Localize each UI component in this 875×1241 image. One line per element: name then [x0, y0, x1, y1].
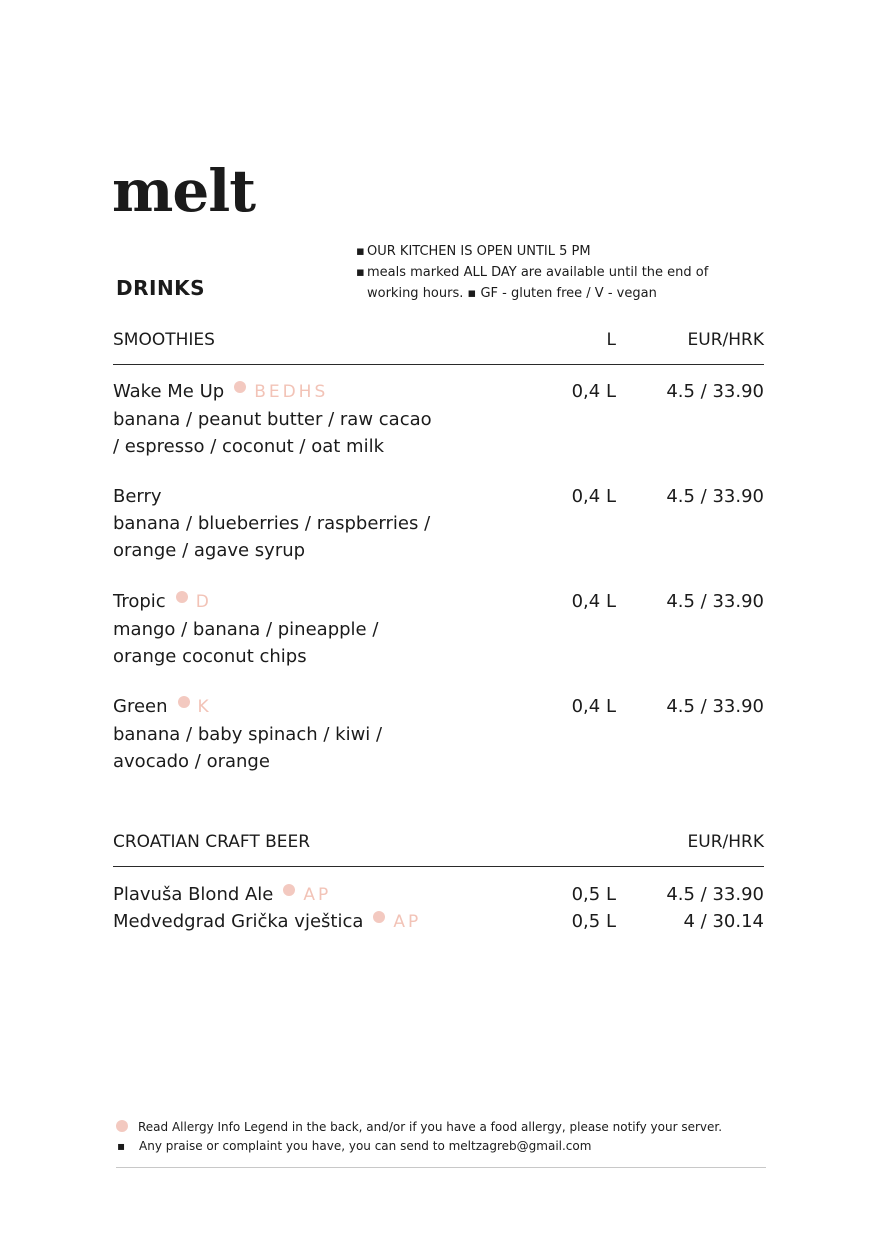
item-price: 4.5 / 33.90	[666, 486, 764, 507]
item-name: Green	[113, 696, 168, 717]
item-description: banana / blueberries / raspberries / orange / agave syrup	[113, 513, 431, 561]
price-column-header: EUR/HRK	[687, 832, 764, 852]
item-price: 4 / 30.14	[683, 911, 764, 932]
section-divider	[113, 866, 764, 867]
allergen-dot-icon	[373, 911, 385, 923]
section-title: SMOOTHIES	[113, 330, 215, 350]
item-price: 4.5 / 33.90	[666, 696, 764, 717]
feedback-note-text: Any praise or complaint you have, you can send to meltzagreb@gmail.com	[139, 1139, 592, 1153]
menu-item	[113, 588, 764, 670]
item-description: banana / peanut butter / raw cacao / espresso / coconut / oat milk	[113, 409, 432, 457]
bullet-icon: ▪	[356, 265, 365, 280]
smoothies-header	[113, 330, 764, 356]
allergen-dot-icon	[283, 884, 295, 896]
note-text: working hours. ▪ GF - gluten free / V - vegan	[367, 286, 657, 301]
item-name: Tropic	[113, 591, 166, 612]
menu-item	[113, 908, 764, 935]
item-allergens: AP	[303, 885, 332, 905]
item-name: Wake Me Up	[113, 381, 225, 402]
item-volume: 0,5 L	[571, 884, 616, 905]
bullet-icon: ▪	[356, 244, 365, 259]
item-price: 4.5 / 33.90	[666, 591, 764, 612]
item-volume: 0,4 L	[571, 591, 616, 612]
item-description: banana / baby spinach / kiwi / avocado / orange	[113, 724, 383, 772]
item-volume: 0,4 L	[571, 381, 616, 402]
allergen-dot-icon	[176, 591, 188, 603]
footer-divider	[116, 1167, 766, 1168]
item-price: 4.5 / 33.90	[666, 381, 764, 402]
beer-header	[113, 832, 764, 858]
item-volume: 0,5 L	[571, 911, 616, 932]
item-allergens: AP	[393, 912, 422, 932]
note-text: OUR KITCHEN IS OPEN UNTIL 5 PM	[367, 244, 591, 259]
menu-item	[113, 881, 764, 908]
logo: melt	[112, 157, 256, 225]
note-line	[356, 262, 708, 283]
note-line	[356, 241, 708, 262]
menu-item	[113, 483, 764, 564]
item-volume: 0,4 L	[571, 486, 616, 507]
allergy-note-text: Read Allergy Info Legend in the back, and/or if you have a food allergy, please notify your server.	[138, 1120, 723, 1134]
note-line	[356, 283, 708, 304]
item-name: Plavuša Blond Ale	[113, 884, 274, 905]
section-divider	[113, 364, 764, 365]
allergen-dot-icon	[178, 696, 190, 708]
item-allergens: D	[195, 592, 212, 612]
price-column-header: EUR/HRK	[687, 330, 764, 350]
bullet-icon: ▪	[117, 1139, 126, 1153]
allergy-note	[116, 1120, 722, 1134]
volume-column-header: L	[606, 330, 616, 350]
section-title: CROATIAN CRAFT BEER	[113, 832, 311, 852]
menu-item	[113, 693, 764, 775]
item-allergens: K	[197, 697, 212, 717]
allergen-dot-icon	[234, 381, 246, 393]
item-description: mango / banana / pineapple / orange coconut chips	[113, 619, 379, 667]
item-name: Berry	[113, 486, 162, 507]
allergen-dot-icon	[116, 1120, 128, 1132]
item-name: Medvedgrad Grička vještica	[113, 911, 364, 932]
page-title: DRINKS	[116, 276, 206, 300]
feedback-note	[116, 1139, 591, 1153]
note-text: meals marked ALL DAY are available until the end of	[367, 265, 709, 280]
item-volume: 0,4 L	[571, 696, 616, 717]
item-price: 4.5 / 33.90	[666, 884, 764, 905]
menu-item	[113, 378, 764, 460]
item-allergens: BEDHS	[254, 382, 329, 402]
kitchen-notes	[356, 241, 708, 304]
